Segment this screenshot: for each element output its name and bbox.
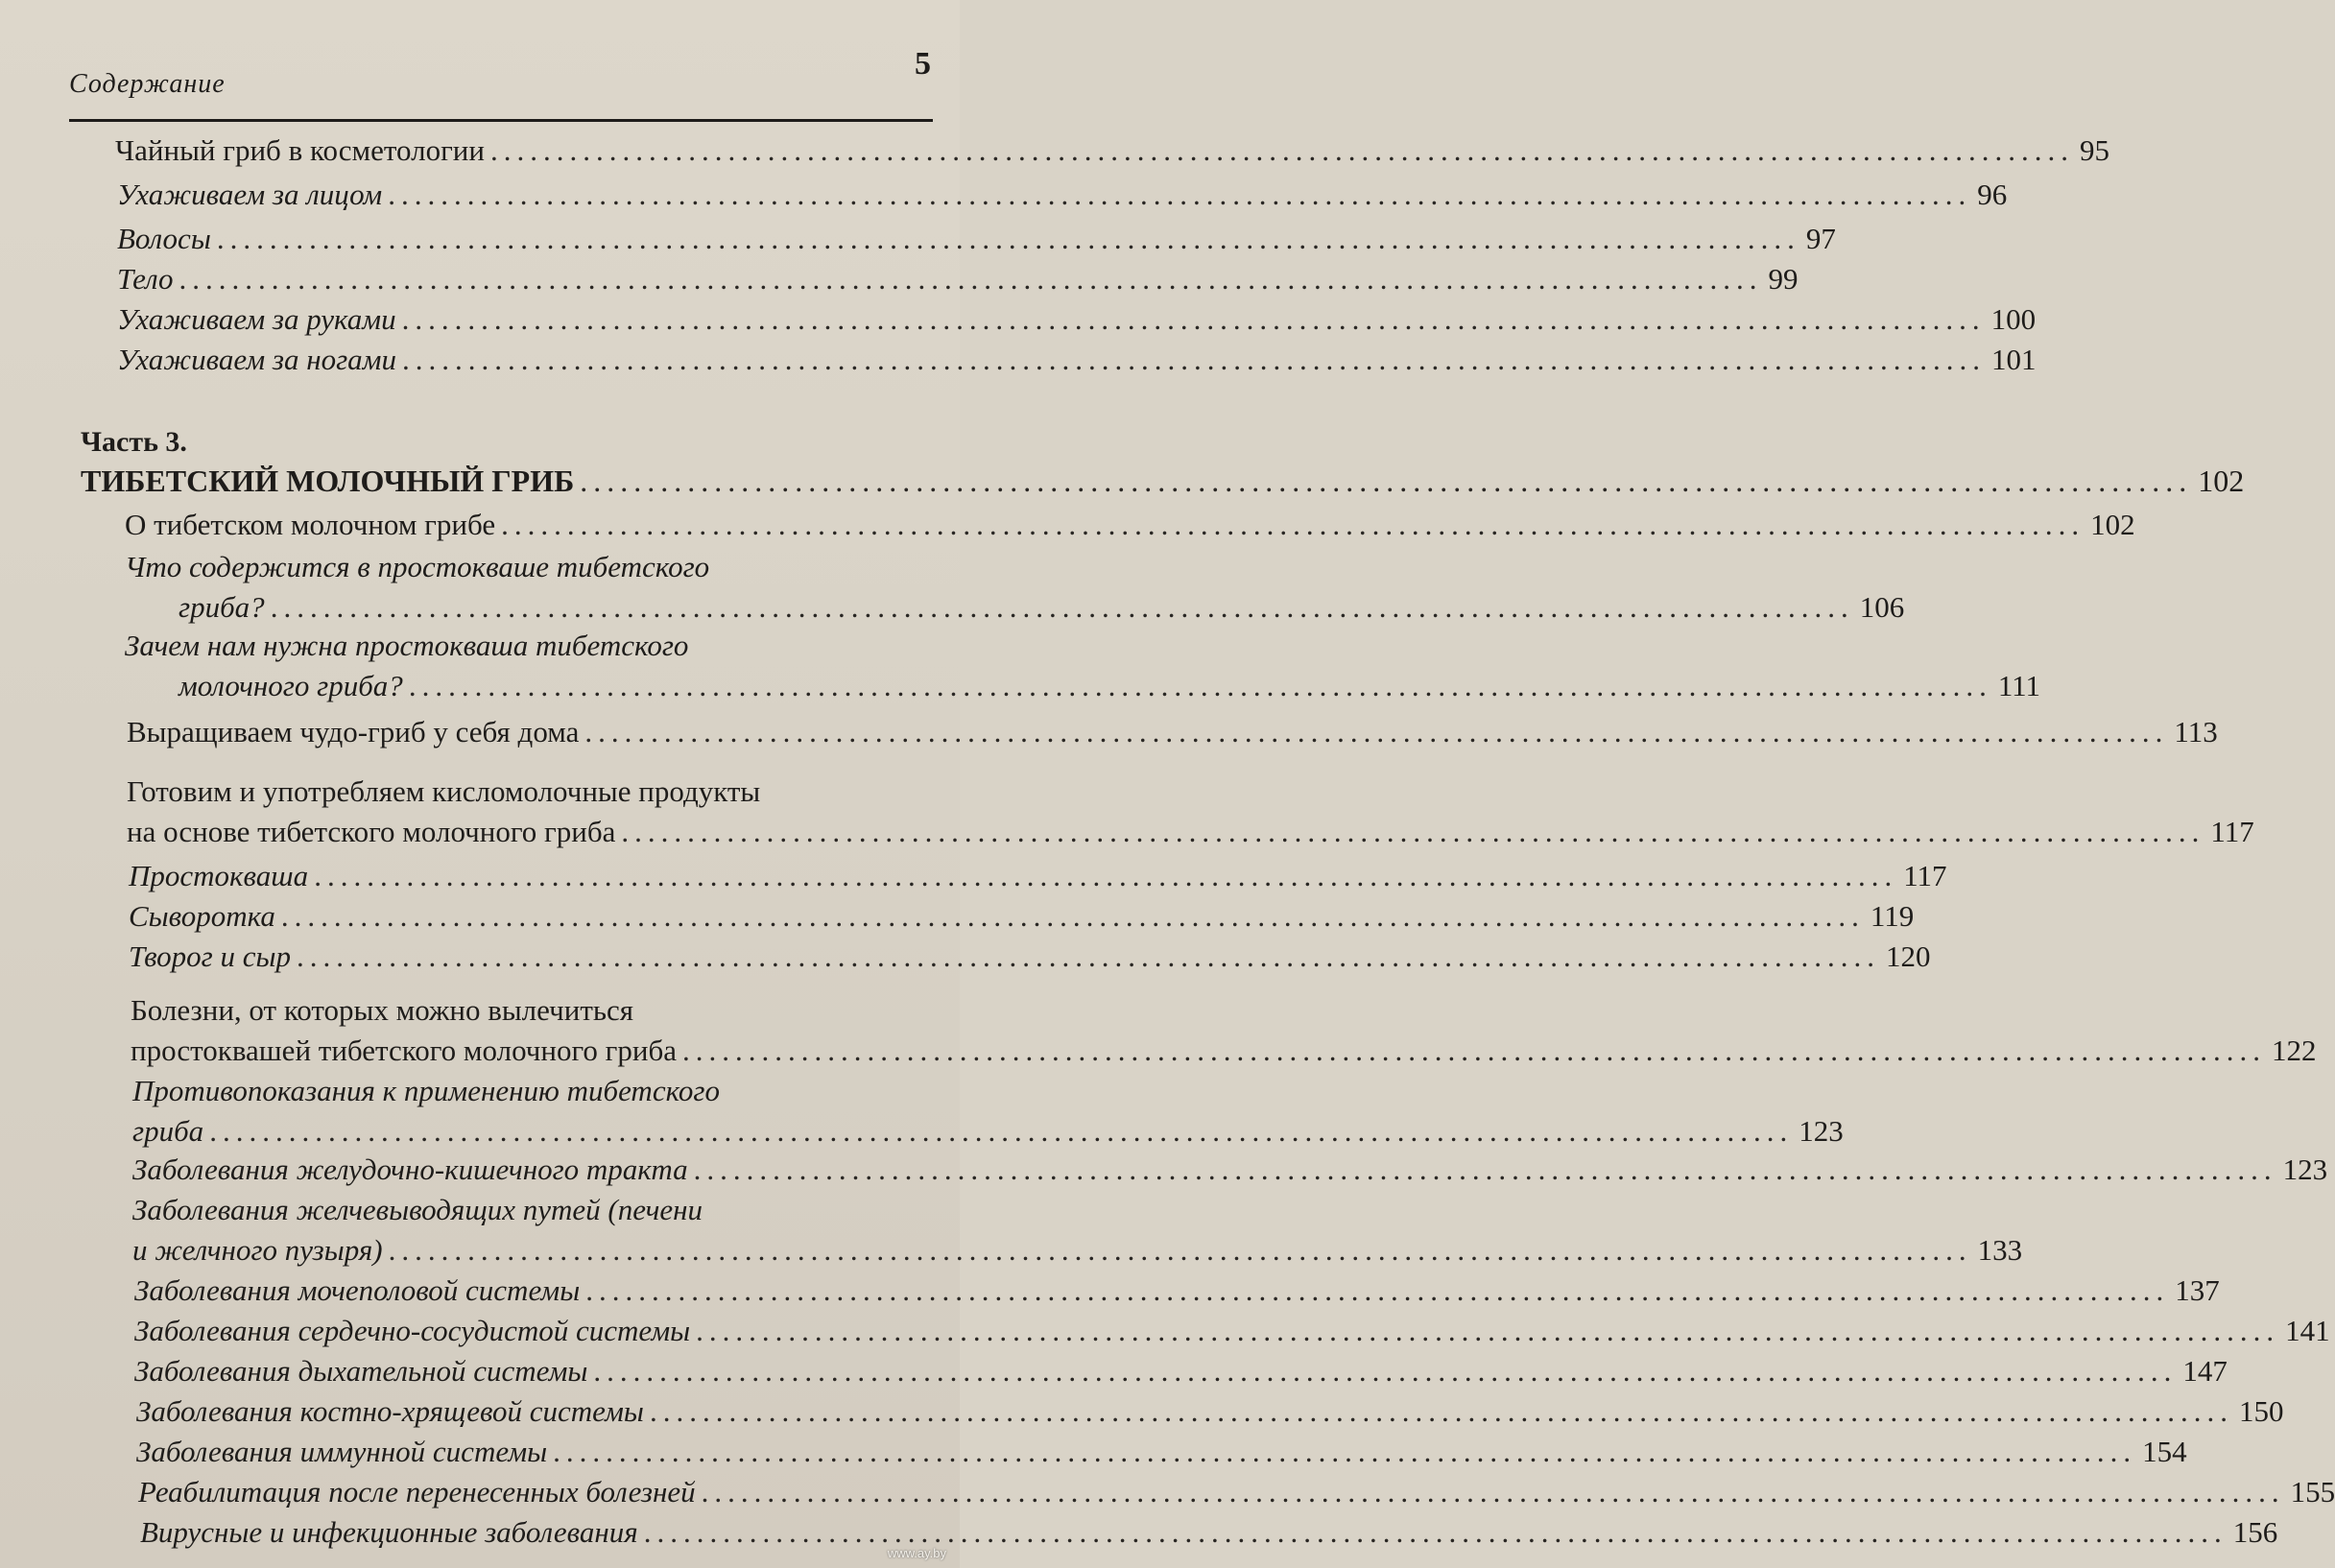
toc-entry: Выращиваем чудо-гриб у себя дома ........................................................................................................................ 113 xyxy=(127,712,933,752)
leader-dots: ........................................................................................................................ xyxy=(297,939,1881,973)
leader-dots: ........................................................................................................................ xyxy=(701,1475,2285,1509)
running-header-title: Содержание xyxy=(69,69,226,99)
toc-entry: Заболевания мочеполовой системы ........................................................................................................................ 137 xyxy=(134,1271,933,1311)
toc-entry: Зачем нам нужна простокваша тибетского молочного гриба? ........................................................................................................................ 111 xyxy=(125,626,933,706)
toc-entry: Ухаживаем за ногами ........................................................................................................................ 101 xyxy=(117,340,933,380)
leader-dots: ........................................................................................................................ xyxy=(179,262,1763,296)
toc-entry: Ухаживаем за руками ........................................................................................................................ 100 xyxy=(117,299,933,340)
leader-dots: ........................................................................................................................ xyxy=(682,1033,2266,1067)
leader-dots: ........................................................................................................................ xyxy=(388,1233,1972,1267)
toc-entry: Заболевания сердечно-сосудистой системы ........................................................................................................................ 141 xyxy=(134,1311,933,1351)
toc-entry: Заболевания костно-хрящевой системы ........................................................................................................................ 150 xyxy=(136,1391,933,1432)
toc-entry: Заболевания желудочно-кишечного тракта ........................................................................................................................ 123 xyxy=(132,1150,933,1190)
leader-dots: ........................................................................................................................ xyxy=(401,302,1986,336)
leader-dots: ........................................................................................................................ xyxy=(585,1273,2170,1307)
leader-dots: ........................................................................................................................ xyxy=(621,815,2205,848)
leader-dots: ........................................................................................................................ xyxy=(314,859,1898,892)
part-title-entry: ТИБЕТСКИЙ МОЛОЧНЫЙ ГРИБ ........................................................................................................................ 102 xyxy=(81,461,933,501)
header-rule xyxy=(69,119,933,122)
toc-entry: Реабилитация после перенесенных болезней ........................................................................................................................ 155 xyxy=(138,1472,933,1512)
leader-dots: ........................................................................................................................ xyxy=(270,590,1854,624)
toc-entry: Волосы ........................................................................................................................ 97 xyxy=(117,219,933,259)
leader-dots: ........................................................................................................................ xyxy=(649,1394,2233,1428)
toc-entry: Простокваша ........................................................................................................................ 117 xyxy=(129,856,933,896)
watermark: www.ay.by xyxy=(887,1546,946,1560)
leader-dots: ........................................................................................................................ xyxy=(401,343,1986,376)
toc-entry: О тибетском молочном грибе ........................................................................................................................ 102 xyxy=(125,505,933,545)
part-label: Часть 3. xyxy=(81,426,187,458)
leader-dots: ........................................................................................................................ xyxy=(216,222,1800,255)
toc-entry: Тело ........................................................................................................................ 99 xyxy=(117,259,933,299)
leader-dots: ........................................................................................................................ xyxy=(643,1515,2228,1549)
toc-entry: Заболевания дыхательной системы ........................................................................................................................ 147 xyxy=(134,1351,933,1391)
toc-entry: Готовим и употребляем кисломолочные продукты на основе тибетского молочного гриба ........................................................................................................................ 117 xyxy=(127,772,933,852)
toc-entry: Заболевания желчевыводящих путей (печени и желчного пузыря) ........................................................................................................................ 133 xyxy=(132,1190,933,1271)
leader-dots: ........................................................................................................................ xyxy=(584,715,2169,748)
toc-entry: Ухаживаем за лицом ........................................................................................................................ 96 xyxy=(117,175,933,215)
leader-dots: ........................................................................................................................ xyxy=(580,463,2193,498)
leader-dots: ........................................................................................................................ xyxy=(696,1314,2280,1347)
leader-dots: ........................................................................................................................ xyxy=(693,1152,2277,1186)
leader-dots: ........................................................................................................................ xyxy=(501,508,2085,541)
toc-entry: Сыворотка ........................................................................................................................ 119 xyxy=(129,896,933,937)
leader-dots: ........................................................................................................................ xyxy=(593,1354,2178,1388)
toc-entry: Творог и сыр ........................................................................................................................ 120 xyxy=(129,937,933,977)
leader-dots: ........................................................................................................................ xyxy=(408,669,1992,702)
toc-entry: Болезни, от которых можно вылечиться простоквашей тибетского молочного гриба ........................................................................................................................ 122 xyxy=(131,990,933,1071)
leader-dots: ........................................................................................................................ xyxy=(553,1435,2137,1468)
toc-entry: Заболевания иммунной системы ........................................................................................................................ 154 xyxy=(136,1432,933,1472)
leader-dots: ........................................................................................................................ xyxy=(209,1114,1794,1148)
toc-entry: Противопоказания к применению тибетского гриба ........................................................................................................................ 123 xyxy=(132,1071,933,1152)
leader-dots: ........................................................................................................................ xyxy=(388,178,1972,211)
toc-entry: Что содержится в простокваше тибетского гриба? ........................................................................................................................ 106 xyxy=(125,547,933,628)
leader-dots: ........................................................................................................................ xyxy=(280,899,1865,933)
toc-entry: Чайный гриб в косметологии ........................................................................................................................ 95 xyxy=(115,131,933,171)
toc-entry: Вирусные и инфекционные заболевания ........................................................................................................................ 156 xyxy=(140,1512,933,1553)
page-number: 5 xyxy=(915,46,931,82)
leader-dots: ........................................................................................................................ xyxy=(489,133,2074,167)
